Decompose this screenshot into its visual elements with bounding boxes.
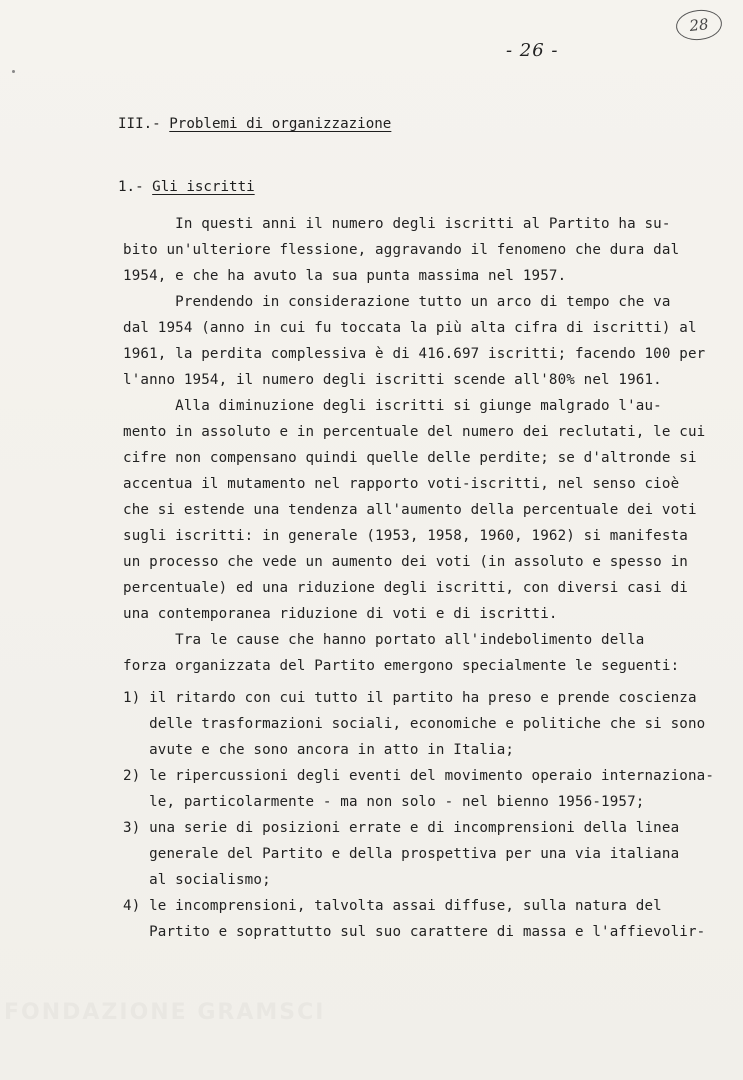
list-item-line: le, particolarmente - ma non solo - nel bienno 1956-1957; [123, 794, 645, 810]
section-title: Problemi di organizzazione [169, 116, 392, 132]
text-line: 1961, la perdita complessiva è di 416.697 iscritti; facendo 100 per [123, 346, 706, 362]
list-item-line: Partito e soprattutto sul suo carattere di massa e l'affievolir- [123, 924, 706, 940]
text-line: un processo che vede un aumento dei voti (in assoluto e spesso in [123, 554, 688, 570]
list-item-line: delle trasformazioni sociali, economiche e politiche che si sono [123, 716, 706, 732]
text-line: cifre non compensano quindi quelle delle perdite; se d'altronde si [123, 450, 697, 466]
text-line: 1954, e che ha avuto la sua punta massima nel 1957. [123, 268, 567, 284]
text-line: In questi anni il numero degli iscritti al Partito ha su- [123, 216, 671, 232]
text-line: che si estende una tendenza all'aumento della percentuale dei voti [123, 502, 697, 518]
text-line: mento in assoluto e in percentuale del numero dei reclutati, le cui [123, 424, 706, 440]
archive-watermark: FONDAZIONE GRAMSCI [4, 1000, 326, 1025]
page-number: - 26 - [506, 40, 559, 61]
text-line: Alla diminuzione degli iscritti si giunge malgrado l'au- [123, 398, 662, 414]
text-line: forza organizzata del Partito emergono specialmente le seguenti: [123, 658, 680, 674]
paper-speck [12, 70, 15, 73]
list-item-line: generale del Partito e della prospettiva per una via italiana [123, 846, 680, 862]
list-item-line: avute e che sono ancora in atto in Italia; [123, 742, 515, 758]
list-item-line: 1) il ritardo con cui tutto il partito ha preso e prende coscienza [123, 690, 697, 706]
list-item-line: 4) le incomprensioni, talvolta assai diffuse, sulla natura del [123, 898, 662, 914]
text-line: una contemporanea riduzione di voti e di iscritti. [123, 606, 558, 622]
text-line: bito un'ulteriore flessione, aggravando il fenomeno che dura dal [123, 242, 680, 258]
subsection-heading [118, 179, 255, 195]
section-number: III.- [118, 116, 161, 132]
text-line: accentua il mutamento nel rapporto voti-iscritti, nel senso cioè [123, 476, 680, 492]
text-line: percentuale) ed una riduzione degli iscritti, con diversi casi di [123, 580, 688, 596]
text-line: Prendendo in considerazione tutto un arco di tempo che va [123, 294, 671, 310]
archive-stamp: 28 [675, 8, 724, 43]
text-line: dal 1954 (anno in cui fu toccata la più alta cifra di iscritti) al [123, 320, 697, 336]
text-line: sugli iscritti: in generale (1953, 1958, 1960, 1962) si manifesta [123, 528, 688, 544]
list-item-line: al socialismo; [123, 872, 271, 888]
subsection-number: 1.- [118, 179, 144, 195]
list-item-line: 2) le ripercussioni degli eventi del movimento operaio internaziona- [123, 768, 715, 784]
text-line: l'anno 1954, il numero degli iscritti scende all'80% nel 1961. [123, 372, 662, 388]
section-heading [118, 116, 391, 132]
text-line: Tra le cause che hanno portato all'indebolimento della [123, 632, 645, 648]
list-item-line: 3) una serie di posizioni errate e di incomprensioni della linea [123, 820, 680, 836]
subsection-title: Gli iscritti [152, 179, 255, 195]
